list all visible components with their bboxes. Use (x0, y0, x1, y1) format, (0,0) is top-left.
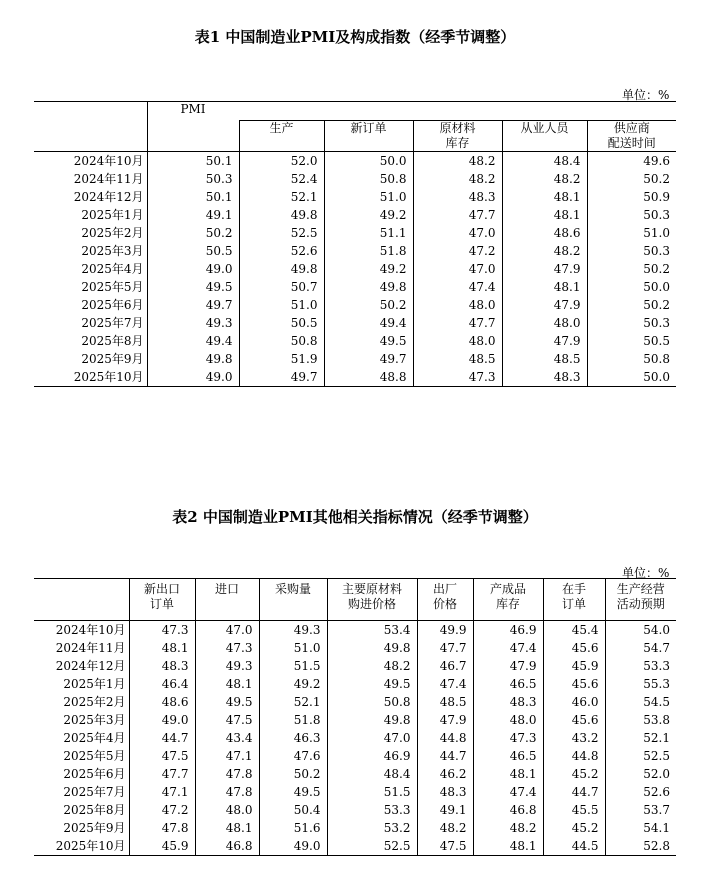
table1-header-3-line: 从业人员 (520, 121, 569, 135)
table1-cell: 47.0 (413, 260, 502, 278)
table2-cell: 45.6 (543, 711, 605, 729)
table2-cell: 49.2 (259, 675, 327, 693)
table2-row-label: 2024年11月 (55, 641, 126, 655)
table2-header-1-line: 进口 (214, 582, 239, 596)
table1-row (34, 368, 676, 387)
table1-cell: 50.2 (587, 260, 676, 278)
table1-cell: 49.8 (147, 350, 239, 368)
table1-cell: 51.1 (324, 224, 413, 242)
table1-corner-cell (34, 102, 147, 152)
table1-row-label: 2025年9月 (81, 352, 144, 366)
table2-row (34, 657, 676, 675)
table2-cell: 53.3 (605, 657, 676, 675)
table1-row-label: 2025年8月 (81, 334, 144, 348)
table1-cell: 48.1 (502, 188, 587, 206)
table1-header-4-line: 供应商 (613, 121, 650, 135)
table1-header-1-line: 新订单 (350, 121, 387, 135)
table1-cell: 50.0 (587, 278, 676, 296)
table1-header-2 (413, 121, 502, 152)
table2-cell: 49.1 (417, 801, 473, 819)
table2-cell: 51.5 (327, 783, 417, 801)
table2-cell: 46.8 (195, 837, 259, 856)
table2-row-label: 2025年4月 (63, 731, 126, 745)
table1-cell: 51.0 (239, 296, 324, 314)
table2-cell: 43.4 (195, 729, 259, 747)
table2-cell: 48.3 (417, 783, 473, 801)
table2-cell: 46.9 (473, 621, 543, 640)
table1-cell: 50.5 (587, 332, 676, 350)
table2-cell: 44.8 (417, 729, 473, 747)
table1-header-3 (502, 121, 587, 152)
table1-cell: 47.2 (413, 242, 502, 260)
table1-cell: 48.3 (502, 368, 587, 387)
table1-cell: 48.1 (502, 206, 587, 224)
table1-cell: 50.3 (587, 314, 676, 332)
table2-cell: 45.5 (543, 801, 605, 819)
table1-cell: 48.2 (502, 242, 587, 260)
table1-cell: 48.4 (502, 152, 587, 171)
table2-cell: 51.0 (259, 639, 327, 657)
table2-row-label: 2025年2月 (63, 695, 126, 709)
table2-cell: 50.2 (259, 765, 327, 783)
table2-cell: 52.0 (605, 765, 676, 783)
table1-cell: 49.6 (587, 152, 676, 171)
table2-cell: 48.1 (195, 819, 259, 837)
table2-cell: 47.8 (129, 819, 195, 837)
table1-row (34, 170, 676, 188)
table2-cell: 48.3 (473, 693, 543, 711)
table1-cell: 52.5 (239, 224, 324, 242)
table2-header-5 (473, 579, 543, 621)
table2-cell: 45.9 (129, 837, 195, 856)
table2-cell: 48.6 (129, 693, 195, 711)
table1-cell: 48.0 (502, 314, 587, 332)
table2-row (34, 837, 676, 856)
table2-cell: 47.1 (129, 783, 195, 801)
table2-header-1 (195, 579, 259, 621)
table2-cell: 53.4 (327, 621, 417, 640)
table2-row-label: 2025年3月 (63, 713, 126, 727)
table2-row-label: 2024年12月 (55, 659, 126, 673)
table1 (34, 101, 676, 387)
table2-header-0-line: 新出口 (143, 582, 180, 596)
table2 (34, 578, 676, 856)
table2-cell: 46.9 (327, 747, 417, 765)
table1-cell: 49.0 (147, 260, 239, 278)
table1-cell: 48.0 (413, 296, 502, 314)
table2-row (34, 819, 676, 837)
table2-cell: 48.1 (195, 675, 259, 693)
table1-row (34, 224, 676, 242)
table2-header-3 (327, 579, 417, 621)
table1-cell: 49.7 (324, 350, 413, 368)
table1-header-0-line: 生产 (269, 121, 294, 135)
table2-cell: 48.1 (473, 837, 543, 856)
table1-cell: 51.8 (324, 242, 413, 260)
table2-row (34, 801, 676, 819)
table2-header-3-line: 购进价格 (347, 597, 396, 611)
table2-cell: 50.8 (327, 693, 417, 711)
table1-cell: 50.0 (587, 368, 676, 387)
table2-row-label: 2025年1月 (63, 677, 126, 691)
table1-cell: 49.7 (239, 368, 324, 387)
table1-cell: 50.2 (147, 224, 239, 242)
table2-cell: 53.2 (327, 819, 417, 837)
table2-cell: 44.7 (417, 747, 473, 765)
table1-cell: 48.2 (413, 152, 502, 171)
table1-cell: 50.3 (587, 242, 676, 260)
table1-cell: 47.0 (413, 224, 502, 242)
table1-header-2-line: 库存 (445, 136, 470, 150)
table2-cell: 47.2 (129, 801, 195, 819)
table2-cell: 52.1 (605, 729, 676, 747)
table2-cell: 45.9 (543, 657, 605, 675)
table1-row-label: 2025年5月 (81, 280, 144, 294)
table2-title: 表2 中国制造业PMI其他相关指标情况（经季节调整） (172, 508, 538, 526)
table2-cell: 44.5 (543, 837, 605, 856)
table2-cell: 52.6 (605, 783, 676, 801)
table1-cell: 49.5 (147, 278, 239, 296)
table1-row (34, 188, 676, 206)
table2-cell: 51.5 (259, 657, 327, 675)
table2-cell: 47.4 (417, 675, 473, 693)
table2-cell: 48.1 (129, 639, 195, 657)
table1-header-pmi: PMI (147, 102, 239, 152)
table2-cell: 46.2 (417, 765, 473, 783)
table2-cell: 49.9 (417, 621, 473, 640)
table2-header-6 (543, 579, 605, 621)
table2-cell: 54.5 (605, 693, 676, 711)
table1-cell: 47.9 (502, 332, 587, 350)
table1-unit: 单位：% (622, 88, 670, 102)
table2-row (34, 675, 676, 693)
table1-cell: 48.2 (413, 170, 502, 188)
table2-row-label: 2025年6月 (63, 767, 126, 781)
table2-header-2 (259, 579, 327, 621)
table2-header-5-line: 库存 (495, 597, 520, 611)
table2-cell: 52.5 (327, 837, 417, 856)
table1-cell: 48.8 (324, 368, 413, 387)
table2-cell: 55.3 (605, 675, 676, 693)
table1-cell: 48.0 (413, 332, 502, 350)
table1-cell: 52.6 (239, 242, 324, 260)
table1-cell: 50.0 (324, 152, 413, 171)
table1-row (34, 152, 676, 171)
table1-row-label: 2025年7月 (81, 316, 144, 330)
table1-cell: 47.7 (413, 314, 502, 332)
table1-cell: 50.1 (147, 188, 239, 206)
table2-cell: 54.7 (605, 639, 676, 657)
table2-cell: 44.7 (129, 729, 195, 747)
table2-row (34, 621, 676, 640)
table2-cell: 46.5 (473, 675, 543, 693)
table1-cell: 50.3 (147, 170, 239, 188)
table2-cell: 48.2 (417, 819, 473, 837)
table1-row-label: 2024年11月 (73, 172, 144, 186)
table1-cell: 50.9 (587, 188, 676, 206)
table1-row (34, 260, 676, 278)
table2-cell: 53.7 (605, 801, 676, 819)
table2-cell: 43.2 (543, 729, 605, 747)
table2-row (34, 747, 676, 765)
table2-header-5-line: 产成品 (489, 582, 526, 596)
table2-cell: 47.3 (195, 639, 259, 657)
table2-cell: 49.3 (195, 657, 259, 675)
table2-cell: 52.8 (605, 837, 676, 856)
table2-cell: 46.4 (129, 675, 195, 693)
table2-cell: 47.7 (129, 765, 195, 783)
table2-row (34, 693, 676, 711)
table1-cell: 49.4 (324, 314, 413, 332)
table2-cell: 47.8 (195, 765, 259, 783)
table1-cell: 50.5 (147, 242, 239, 260)
table2-cell: 49.0 (129, 711, 195, 729)
table1-header-4-line: 配送时间 (607, 136, 656, 150)
table1-cell: 51.0 (587, 224, 676, 242)
table2-cell: 45.2 (543, 765, 605, 783)
table2-unit: 单位：% (622, 566, 670, 580)
table1-cell: 50.2 (324, 296, 413, 314)
table2-header-4-line: 价格 (432, 597, 457, 611)
table2-cell: 52.5 (605, 747, 676, 765)
table1-cell: 52.1 (239, 188, 324, 206)
table1-cell: 50.7 (239, 278, 324, 296)
table2-cell: 47.9 (417, 711, 473, 729)
table1-cell: 49.2 (324, 260, 413, 278)
table2-cell: 54.0 (605, 621, 676, 640)
table1-cell: 50.2 (587, 170, 676, 188)
table1-row (34, 314, 676, 332)
table2-cell: 47.3 (129, 621, 195, 640)
table1-cell: 48.1 (502, 278, 587, 296)
table2-cell: 45.6 (543, 675, 605, 693)
table2-cell: 47.0 (195, 621, 259, 640)
table2-cell: 46.3 (259, 729, 327, 747)
table2-cell: 48.4 (327, 765, 417, 783)
table2-cell: 47.3 (473, 729, 543, 747)
table1-cell: 47.9 (502, 296, 587, 314)
table1-cell: 48.5 (502, 350, 587, 368)
table2-row-label: 2024年10月 (55, 623, 126, 637)
table2-cell: 49.0 (259, 837, 327, 856)
table2-cell: 46.7 (417, 657, 473, 675)
table2-cell: 45.6 (543, 639, 605, 657)
table1-cell: 49.0 (147, 368, 239, 387)
table2-cell: 47.8 (195, 783, 259, 801)
table1-cell: 49.3 (147, 314, 239, 332)
table1-cell: 48.6 (502, 224, 587, 242)
table1-cell: 50.1 (147, 152, 239, 171)
table2-cell: 47.4 (473, 639, 543, 657)
table1-cell: 49.7 (147, 296, 239, 314)
table2-header-6-line: 订单 (561, 597, 586, 611)
table2-cell: 47.5 (417, 837, 473, 856)
table2-row-label: 2025年9月 (63, 821, 126, 835)
table2-cell: 48.0 (473, 711, 543, 729)
table2-cell: 46.8 (473, 801, 543, 819)
table2-cell: 45.2 (543, 819, 605, 837)
table2-cell: 52.1 (259, 693, 327, 711)
table2-cell: 49.8 (327, 639, 417, 657)
table1-cell: 48.2 (502, 170, 587, 188)
table2-cell: 53.8 (605, 711, 676, 729)
table2-cell: 47.4 (473, 783, 543, 801)
table2-cell: 49.8 (327, 711, 417, 729)
table2-cell: 54.1 (605, 819, 676, 837)
table2-cell: 48.0 (195, 801, 259, 819)
table2-row (34, 639, 676, 657)
table1-cell: 49.5 (324, 332, 413, 350)
table2-cell: 48.5 (417, 693, 473, 711)
table1-cell: 50.8 (239, 332, 324, 350)
table2-row (34, 765, 676, 783)
table2-header-0 (129, 579, 195, 621)
table1-cell: 51.9 (239, 350, 324, 368)
table1-cell: 49.8 (239, 260, 324, 278)
table2-row-label: 2025年5月 (63, 749, 126, 763)
table2-header-4 (417, 579, 473, 621)
table1-cell: 50.8 (324, 170, 413, 188)
table1-row-label: 2024年10月 (73, 154, 144, 168)
table2-cell: 51.6 (259, 819, 327, 837)
table2-cell: 47.5 (195, 711, 259, 729)
table2-cell: 47.6 (259, 747, 327, 765)
table2-cell: 45.4 (543, 621, 605, 640)
table1-header-1 (324, 121, 413, 152)
table1-row (34, 278, 676, 296)
table2-cell: 51.8 (259, 711, 327, 729)
table2-cell: 47.0 (327, 729, 417, 747)
table2-cell: 49.5 (195, 693, 259, 711)
table1-row-label: 2025年6月 (81, 298, 144, 312)
table2-cell: 47.9 (473, 657, 543, 675)
table1-cell: 51.0 (324, 188, 413, 206)
table1-cell: 50.8 (587, 350, 676, 368)
table1-header-2-line: 原材料 (439, 121, 476, 135)
table1-row (34, 242, 676, 260)
table2-cell: 49.3 (259, 621, 327, 640)
table2-cell: 46.0 (543, 693, 605, 711)
table1-cell: 49.2 (324, 206, 413, 224)
table1-title: 表1 中国制造业PMI及构成指数（经季节调整） (194, 28, 516, 46)
table1-cell: 48.5 (413, 350, 502, 368)
table2-header-2-line: 采购量 (274, 582, 311, 596)
table2-row (34, 729, 676, 747)
table2-cell: 50.4 (259, 801, 327, 819)
table1-cell: 49.8 (324, 278, 413, 296)
table1-row-label: 2025年1月 (81, 208, 144, 222)
table1-cell: 47.9 (502, 260, 587, 278)
table1-header-4 (587, 121, 676, 152)
table2-cell: 53.3 (327, 801, 417, 819)
table1-cell: 47.3 (413, 368, 502, 387)
table1-row-label: 2024年12月 (73, 190, 144, 204)
table1-cell: 52.0 (239, 152, 324, 171)
table1-header-0 (239, 121, 324, 152)
table2-header-4-line: 出厂 (432, 582, 457, 596)
table2-header-6-line: 在手 (561, 582, 586, 596)
table2-cell: 47.7 (417, 639, 473, 657)
table2-cell: 48.1 (473, 765, 543, 783)
table1-row (34, 206, 676, 224)
table1-row-label: 2025年10月 (73, 370, 144, 384)
table1-cell: 47.4 (413, 278, 502, 296)
table1-cell: 49.1 (147, 206, 239, 224)
table2-header-0-line: 订单 (149, 597, 174, 611)
table1-row (34, 350, 676, 368)
table2-cell: 48.2 (473, 819, 543, 837)
table2-row-label: 2025年8月 (63, 803, 126, 817)
table2-cell: 44.8 (543, 747, 605, 765)
table1-row-label: 2025年4月 (81, 262, 144, 276)
table2-row (34, 711, 676, 729)
table1-cell: 50.3 (587, 206, 676, 224)
table2-corner-cell (34, 579, 129, 621)
table2-header-3-line: 主要原材料 (341, 582, 402, 596)
table1-header-spacer (239, 102, 676, 121)
table2-cell: 47.5 (129, 747, 195, 765)
table1-row (34, 296, 676, 314)
table2-cell: 48.3 (129, 657, 195, 675)
table1-cell: 48.3 (413, 188, 502, 206)
table1-cell: 47.7 (413, 206, 502, 224)
table1-cell: 52.4 (239, 170, 324, 188)
table2-cell: 49.5 (259, 783, 327, 801)
table2-header-7 (605, 579, 676, 621)
table2-cell: 46.5 (473, 747, 543, 765)
table2-cell: 44.7 (543, 783, 605, 801)
table2-cell: 47.1 (195, 747, 259, 765)
table2-header-7-line: 活动预期 (616, 597, 665, 611)
table2-row-label: 2025年7月 (63, 785, 126, 799)
table2-cell: 48.2 (327, 657, 417, 675)
table2-cell: 49.5 (327, 675, 417, 693)
table2-header-7-line: 生产经营 (616, 582, 665, 596)
table1-cell: 49.8 (239, 206, 324, 224)
table1-row-label: 2025年2月 (81, 226, 144, 240)
table1-row-label: 2025年3月 (81, 244, 144, 258)
table2-row-label: 2025年10月 (55, 839, 126, 853)
table2-row (34, 783, 676, 801)
table1-cell: 49.4 (147, 332, 239, 350)
table1-row (34, 332, 676, 350)
table1-cell: 50.2 (587, 296, 676, 314)
table1-cell: 50.5 (239, 314, 324, 332)
